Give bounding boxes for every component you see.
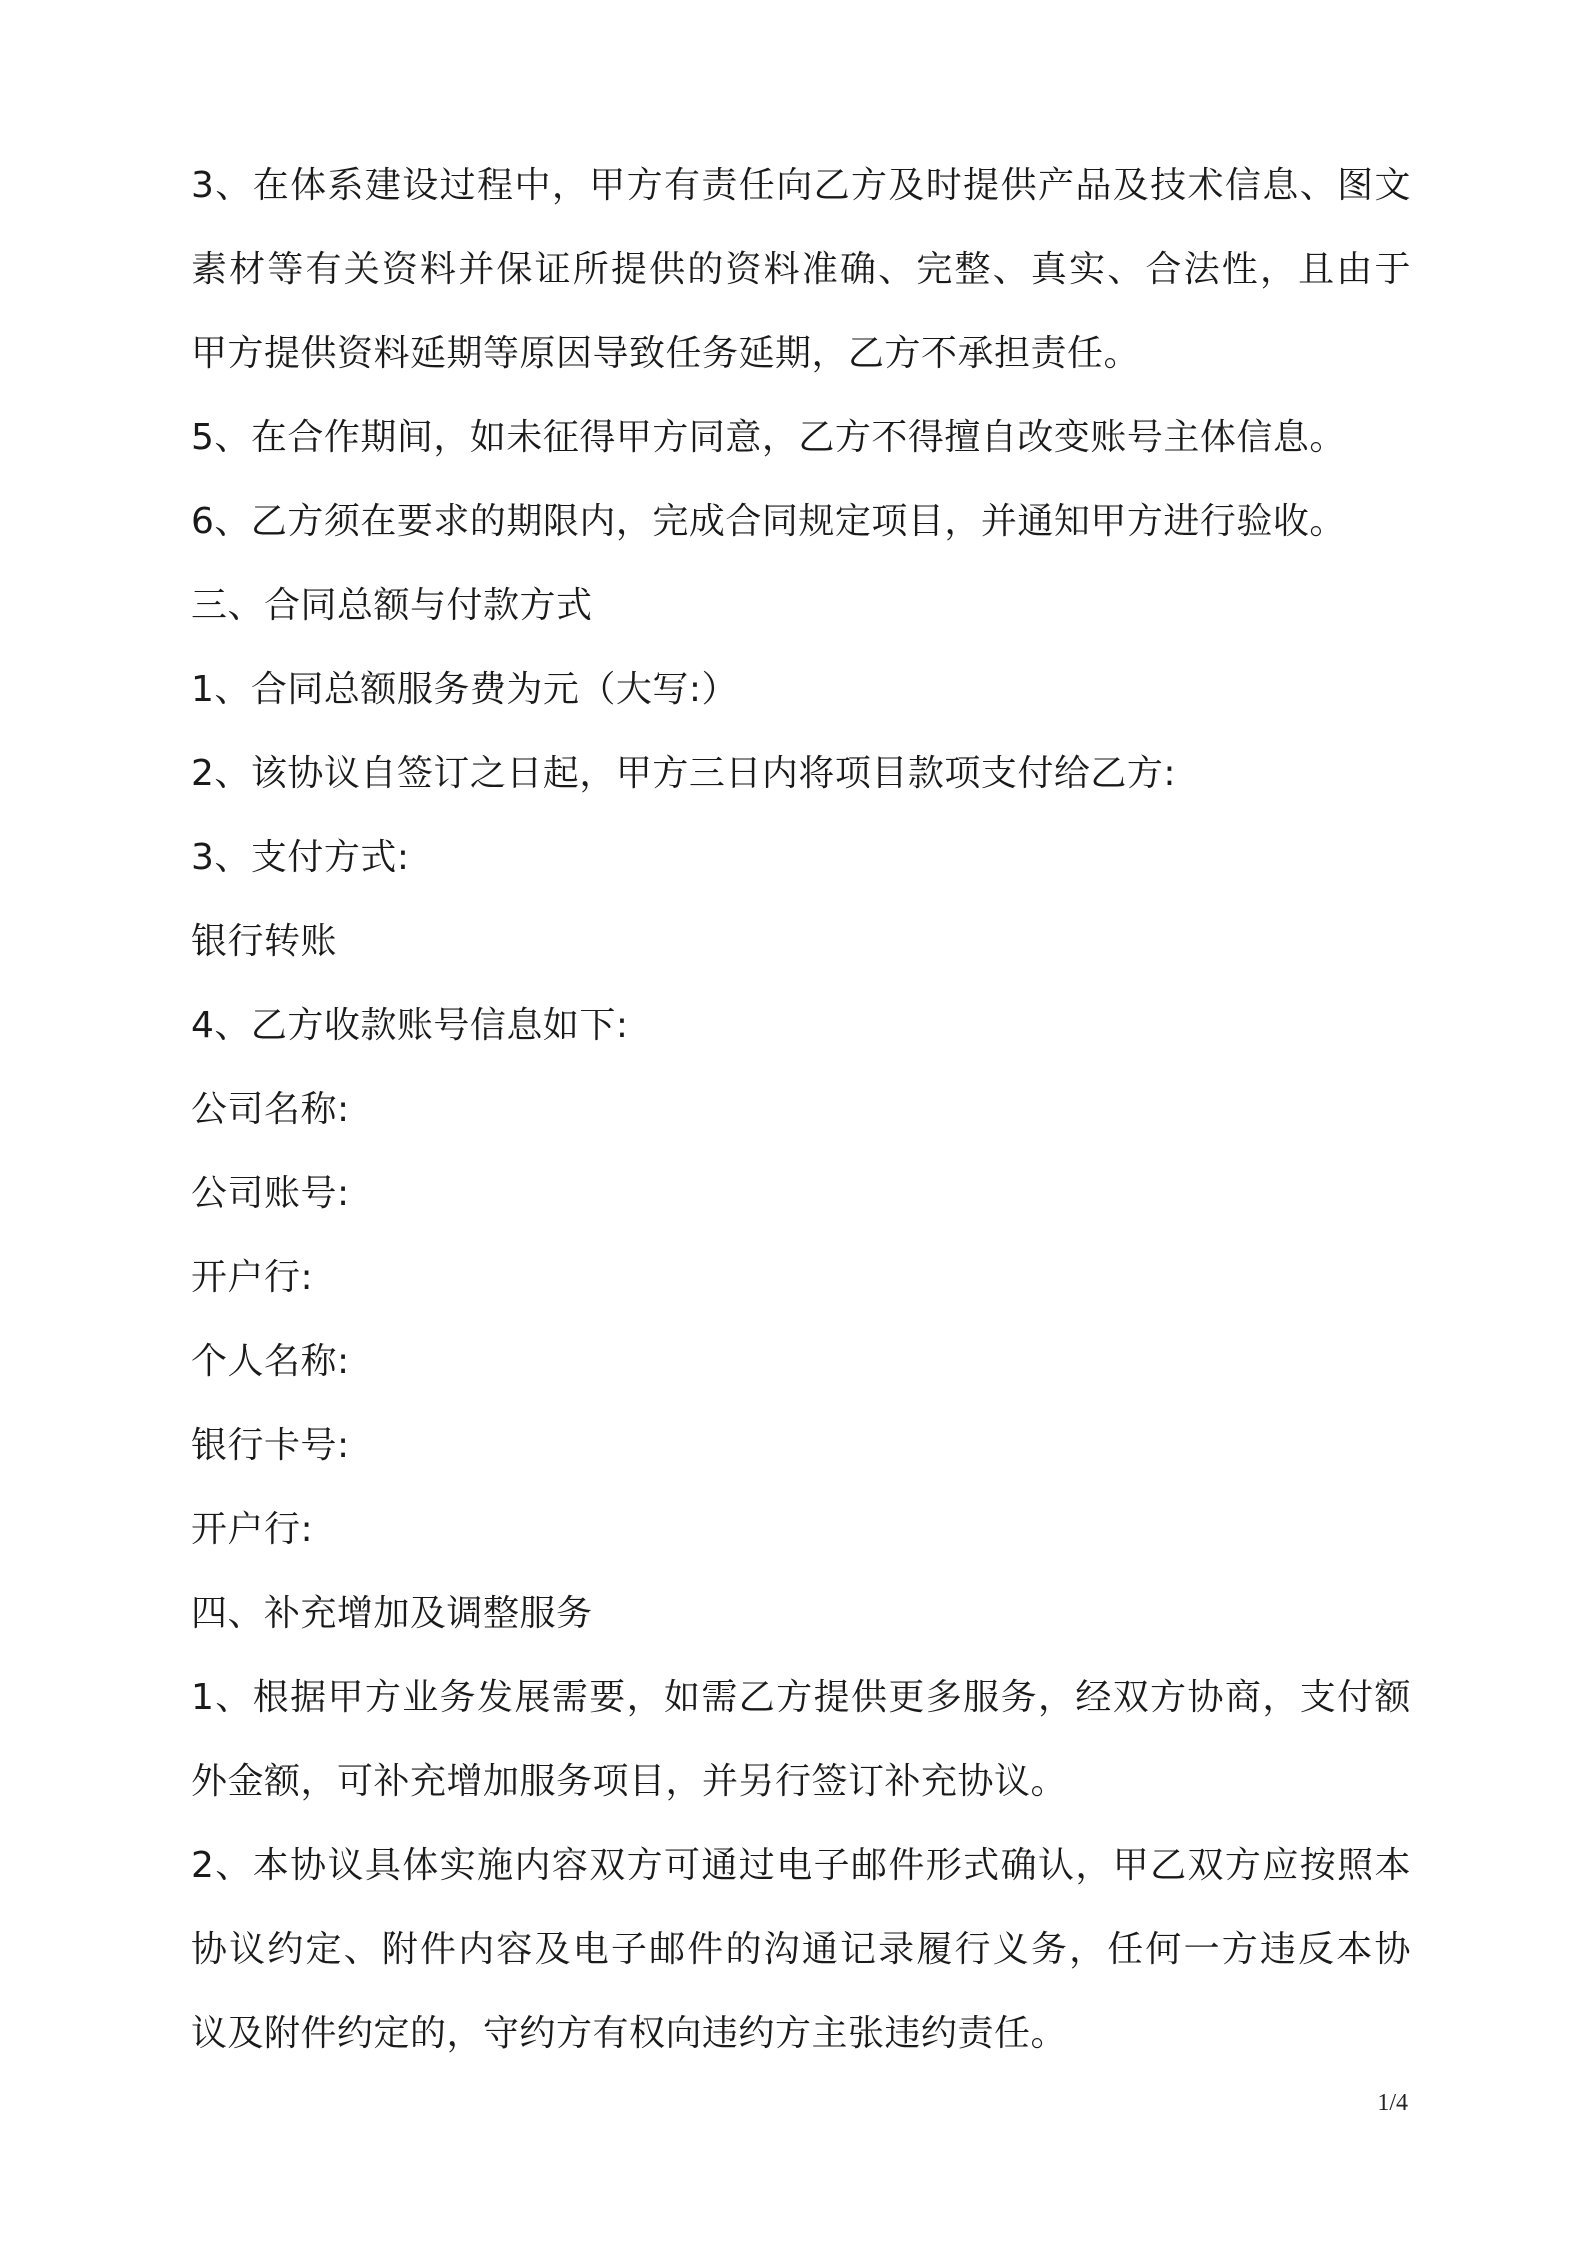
page-number: 1/4 [1377, 2090, 1408, 2116]
text-line: 甲方提供资料延期等原因导致任务延期，乙方不承担责任。 [191, 333, 1141, 374]
text-line: 1、合同总额服务费为元（大写:） [191, 669, 739, 710]
text-line: 协议约定、附件内容及电子邮件的沟通记录履行义务，任何一方违反本协 [191, 1929, 1411, 1970]
text-line: 外金额，可补充增加服务项目，并另行签订补充协议。 [191, 1761, 1068, 1802]
document-body [191, 144, 1411, 2076]
text-line: 5、在合作期间，如未征得甲方同意，乙方不得擅自改变账号主体信息。 [191, 417, 1346, 458]
text-line: 1、根据甲方业务发展需要，如需乙方提供更多服务，经双方协商，支付额 [191, 1677, 1411, 1718]
text-line: 4、乙方收款账号信息如下: [191, 1005, 629, 1046]
field-label: 公司名称: [191, 1089, 350, 1130]
text-line: 银行转账 [191, 921, 338, 962]
field-label: 公司账号: [191, 1173, 350, 1214]
field-label: 个人名称: [191, 1341, 350, 1382]
text-line: 2、该协议自签订之日起，甲方三日内将项目款项支付给乙方: [191, 753, 1177, 794]
text-line: 3、在体系建设过程中，甲方有责任向乙方及时提供产品及技术信息、图文 [191, 165, 1411, 206]
text-line: 素材等有关资料并保证所提供的资料准确、完整、真实、合法性，且由于 [191, 249, 1411, 290]
field-label: 开户行: [191, 1257, 314, 1298]
text-line: 3、支付方式: [191, 837, 410, 878]
section-heading: 四、补充增加及调整服务 [191, 1593, 593, 1634]
text-line: 6、乙方须在要求的期限内，完成合同规定项目，并通知甲方进行验收。 [191, 501, 1346, 542]
field-label: 银行卡号: [191, 1425, 350, 1466]
section-heading: 三、合同总额与付款方式 [191, 585, 593, 626]
field-label: 开户行: [191, 1509, 314, 1550]
text-line: 2、本协议具体实施内容双方可通过电子邮件形式确认，甲乙双方应按照本 [191, 1845, 1411, 1886]
text-line: 议及附件约定的，守约方有权向违约方主张违约责任。 [191, 2013, 1068, 2054]
